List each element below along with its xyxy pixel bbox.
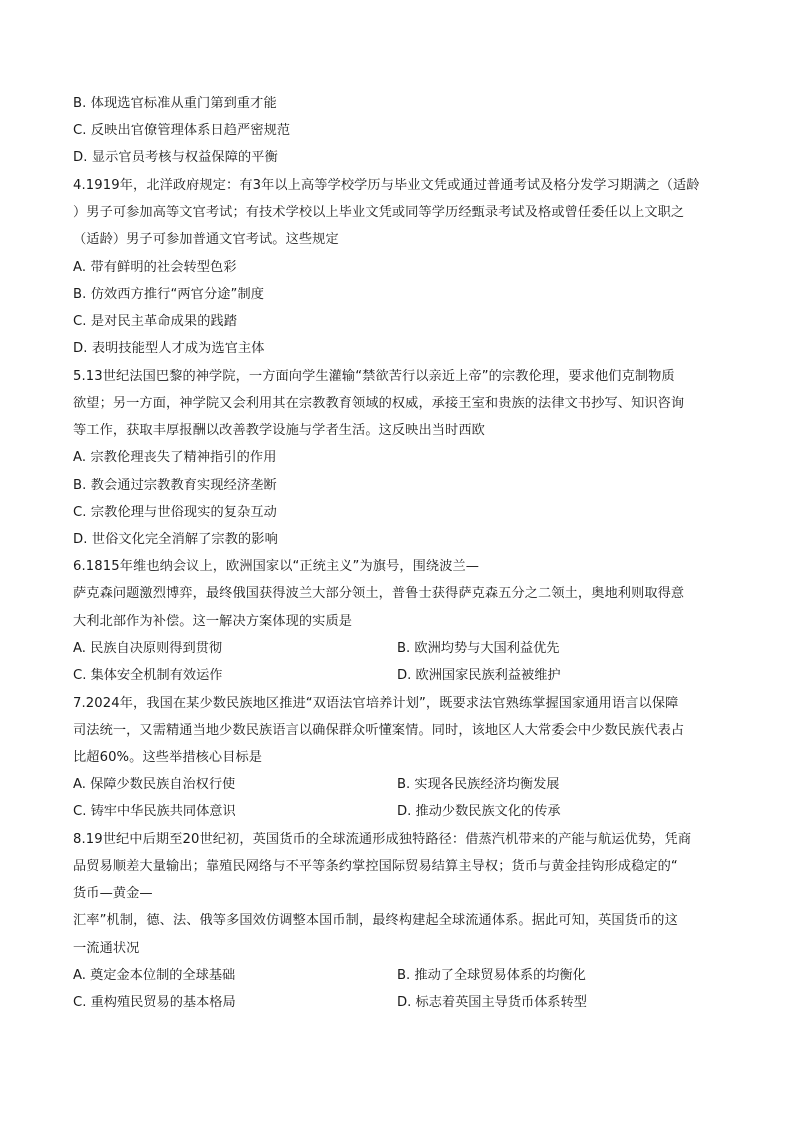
q5-stem-line3: 等工作，获取丰厚报酬以改善教学设施与学者生活。这反映出当时西欧 xyxy=(73,423,485,438)
q4-option-b: B. 仿效西方推行“两官分途”制度 xyxy=(73,287,265,302)
q8-option-c: C. 重构殖民贸易的基本格局 xyxy=(73,995,236,1010)
q5-option-d: D. 世俗文化完全消解了宗教的影响 xyxy=(73,532,278,547)
q4-option-c: C. 是对民主革命成果的践踏 xyxy=(73,314,238,329)
q6-stem-line3: 大利北部作为补偿。这一解决方案体现的实质是 xyxy=(73,614,353,629)
q4-option-a: A. 带有鲜明的社会转型色彩 xyxy=(73,260,237,275)
q3-option-c: C. 反映出官僚管理体系日趋严密规范 xyxy=(73,123,291,138)
q4-option-d: D. 表明技能型人才成为选官主体 xyxy=(73,341,265,356)
q8-option-a: A. 奠定金本位制的全球基础 xyxy=(73,968,236,983)
q5-option-c: C. 宗教伦理与世俗现实的复杂互动 xyxy=(73,505,277,520)
q8-stem-line3: 货币—黄金— xyxy=(73,886,153,901)
q7-stem-line1: 7.2024年，我国在某少数民族地区推进“双语法官培养计划”，既要求法官熟练掌握国家通用语言以保障 xyxy=(73,696,679,711)
q7-stem-line3: 比超60%。这些举措核心目标是 xyxy=(73,750,263,765)
q5-option-a: A. 宗教伦理丧失了精神指引的作用 xyxy=(73,450,277,465)
q8-stem-line2: 品贸易顺差大量输出；靠殖民网络与不平等条约掌控国际贸易结算主导权；货币与黄金挂钩形成稳定的“ xyxy=(73,859,678,874)
q8-stem-line5: 一流通状况 xyxy=(73,941,140,956)
q7-option-a: A. 保障少数民族自治权行使 xyxy=(73,777,236,792)
q6-option-b: B. 欧洲均势与大国利益优先 xyxy=(397,641,560,656)
q6-option-c: C. 集体安全机制有效运作 xyxy=(73,668,223,683)
q3-option-b: B. 体现选官标准从重门第到重才能 xyxy=(73,96,277,111)
q4-stem-line3: （适龄）男子可参加普通文官考试。这些规定 xyxy=(73,232,339,247)
q8-option-b: B. 推动了全球贸易体系的均衡化 xyxy=(397,968,586,983)
q3-option-d: D. 显示官员考核与权益保障的平衡 xyxy=(73,150,278,165)
q5-option-b: B. 教会通过宗教教育实现经济垄断 xyxy=(73,478,277,493)
q4-stem-line1: 4.1919年，北洋政府规定：有3年以上高等学校学历与毕业文凭或通过普通考试及格分发学习期满之（适龄 xyxy=(73,178,700,193)
q6-stem-line1: 6.1815年维也纳会议上，欧洲国家以“正统主义”为旗号，围绕波兰— xyxy=(73,559,480,574)
q7-option-c: C. 铸牢中华民族共同体意识 xyxy=(73,804,236,819)
q8-option-d: D. 标志着英国主导货币体系转型 xyxy=(397,995,587,1010)
q7-option-d: D. 推动少数民族文化的传承 xyxy=(397,804,561,819)
q8-stem-line4: 汇率”机制，德、法、俄等多国效仿调整本国币制，最终构建起全球流通体系。据此可知，英国货币的这 xyxy=(73,913,678,928)
q7-stem-line2: 司法统一，又需精通当地少数民族语言以确保群众听懂案情。同时，该地区人大常委会中少数民族代表占 xyxy=(73,723,685,738)
q5-stem-line1: 5.13世纪法国巴黎的神学院，一方面向学生灌输“禁欲苦行以亲近上帝”的宗教伦理，要求他们克制物质 xyxy=(73,369,675,384)
q6-stem-line2: 萨克森问题激烈博弈，最终俄国获得波兰大部分领土，普鲁士获得萨克森五分之二领土，奥地利则取得意 xyxy=(73,586,685,601)
q4-stem-line2: ）男子可参加高等文官考试；有技术学校以上毕业文凭或同等学历经甄录考试及格或曾任委任以上文职之 xyxy=(73,205,685,220)
q6-option-a: A. 民族自决原则得到贯彻 xyxy=(73,641,223,656)
q8-stem-line1: 8.19世纪中后期至20世纪初，英国货币的全球流通形成独特路径：借蒸汽机带来的产能与航运优势，凭商 xyxy=(73,832,692,847)
q5-stem-line2: 欲望；另一方面，神学院又会利用其在宗教教育领域的权威，承接王室和贵族的法律文书抄写、知识咨询 xyxy=(73,396,685,411)
q6-option-d: D. 欧洲国家民族利益被维护 xyxy=(397,668,561,683)
q7-option-b: B. 实现各民族经济均衡发展 xyxy=(397,777,560,792)
